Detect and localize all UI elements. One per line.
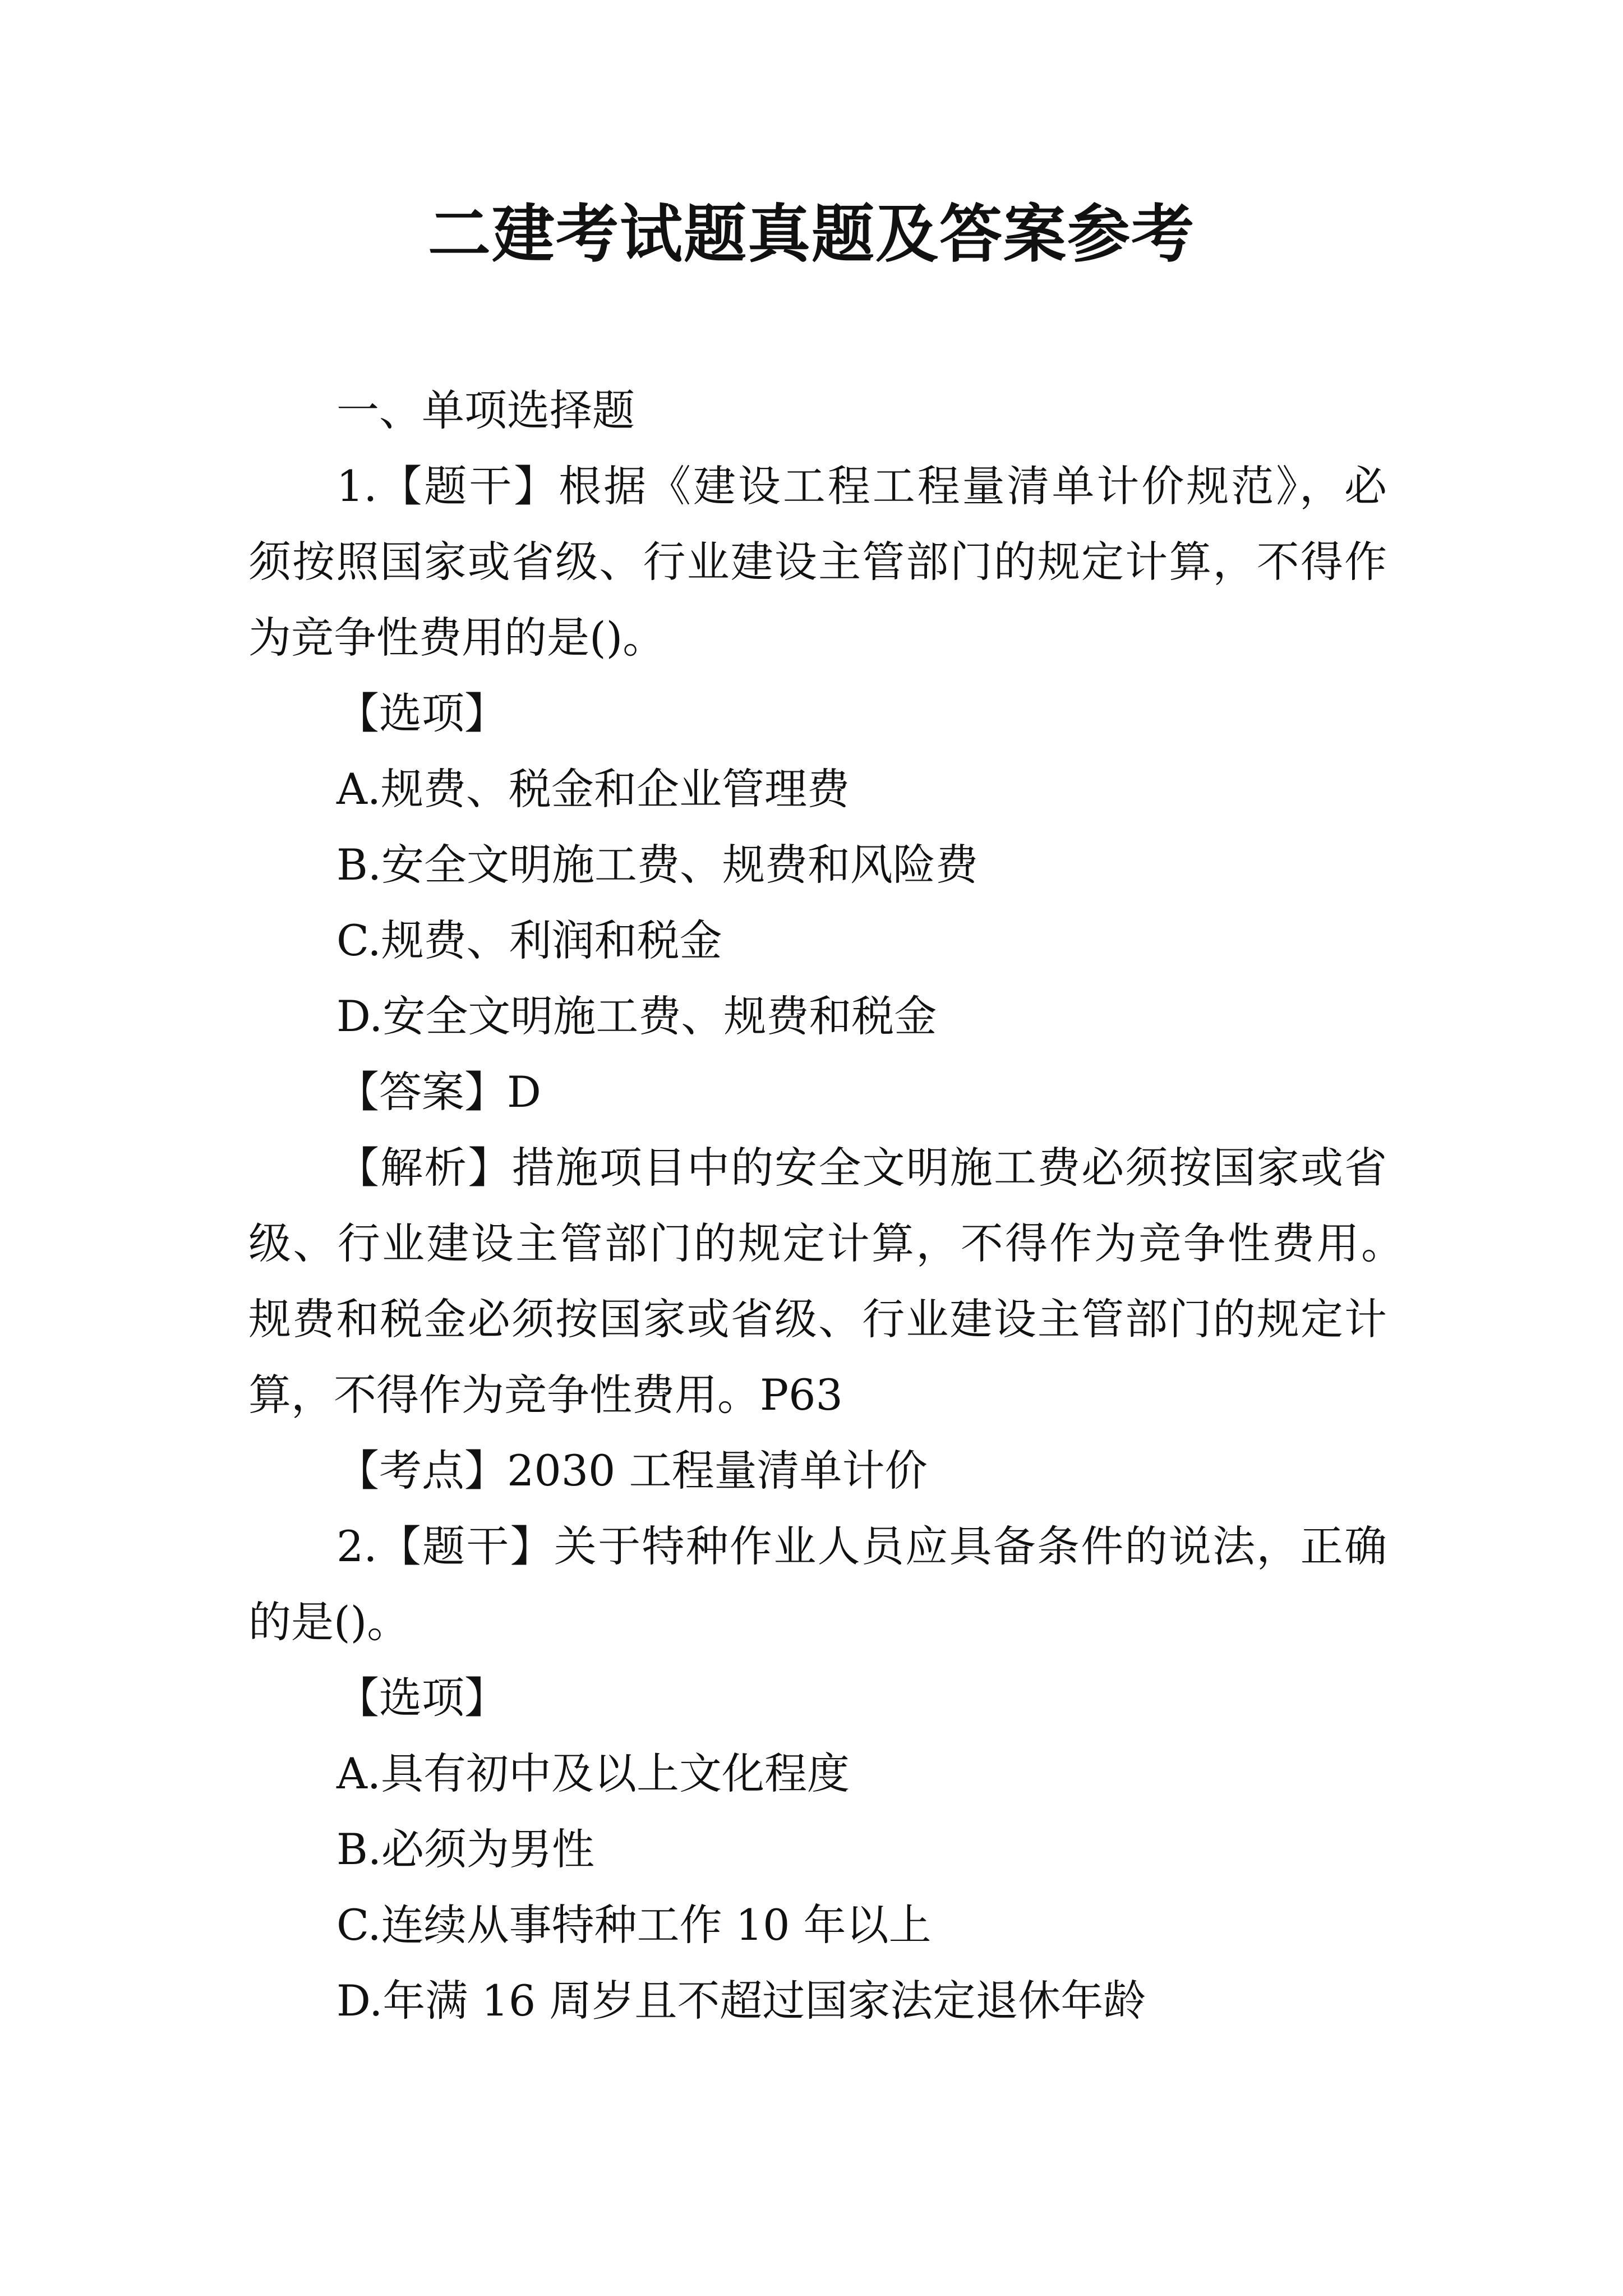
question-1-option-d: D.安全文明施工费、规费和税金 bbox=[336, 991, 937, 1041]
question-1-key-point: 【考点】2030 工程量清单计价 bbox=[336, 1446, 928, 1496]
question-1-option-c: C.规费、利润和税金 bbox=[336, 915, 722, 965]
section-heading: 一、单项选择题 bbox=[336, 385, 635, 435]
question-1-answer: 【答案】D bbox=[336, 1067, 541, 1117]
question-1-analysis-line-2: 级、行业建设主管部门的规定计算，不得作为竞争性费用。 bbox=[248, 1218, 1404, 1268]
question-2-stem-line-1: 2.【题干】关于特种作业人员应具备条件的说法，正确 bbox=[336, 1521, 1387, 1571]
question-1-options-label: 【选项】 bbox=[336, 688, 507, 738]
question-1-analysis-line-4: 算，不得作为竞争性费用。P63 bbox=[248, 1370, 843, 1420]
question-2-stem-line-2: 的是()。 bbox=[248, 1597, 410, 1647]
question-1-analysis-line-1: 【解析】措施项目中的安全文明施工费必须按国家或省 bbox=[336, 1143, 1387, 1193]
question-2-options-label: 【选项】 bbox=[336, 1673, 507, 1723]
question-1-analysis-line-3: 规费和税金必须按国家或省级、行业建设主管部门的规定计 bbox=[248, 1294, 1387, 1344]
question-1-option-b: B.安全文明施工费、规费和风险费 bbox=[336, 840, 979, 890]
document-title: 二建考试题真题及答案参考 bbox=[428, 198, 1195, 271]
question-2-option-c: C.连续从事特种工作 10 年以上 bbox=[336, 1900, 932, 1950]
question-2-option-b: B.必须为男性 bbox=[336, 1824, 595, 1874]
question-1-option-a: A.规费、税金和企业管理费 bbox=[336, 764, 850, 814]
question-1-stem-line-3: 为竞争性费用的是()。 bbox=[248, 613, 666, 662]
question-2-option-a: A.具有初中及以上文化程度 bbox=[336, 1749, 850, 1798]
question-2-option-d: D.年满 16 周岁且不超过国家法定退休年龄 bbox=[336, 1976, 1146, 2026]
question-1-stem-line-1: 1.【题干】根据《建设工程工程量清单计价规范》，必 bbox=[336, 461, 1387, 511]
question-1-stem-line-2: 须按照国家或省级、行业建设主管部门的规定计算，不得作 bbox=[248, 537, 1387, 587]
